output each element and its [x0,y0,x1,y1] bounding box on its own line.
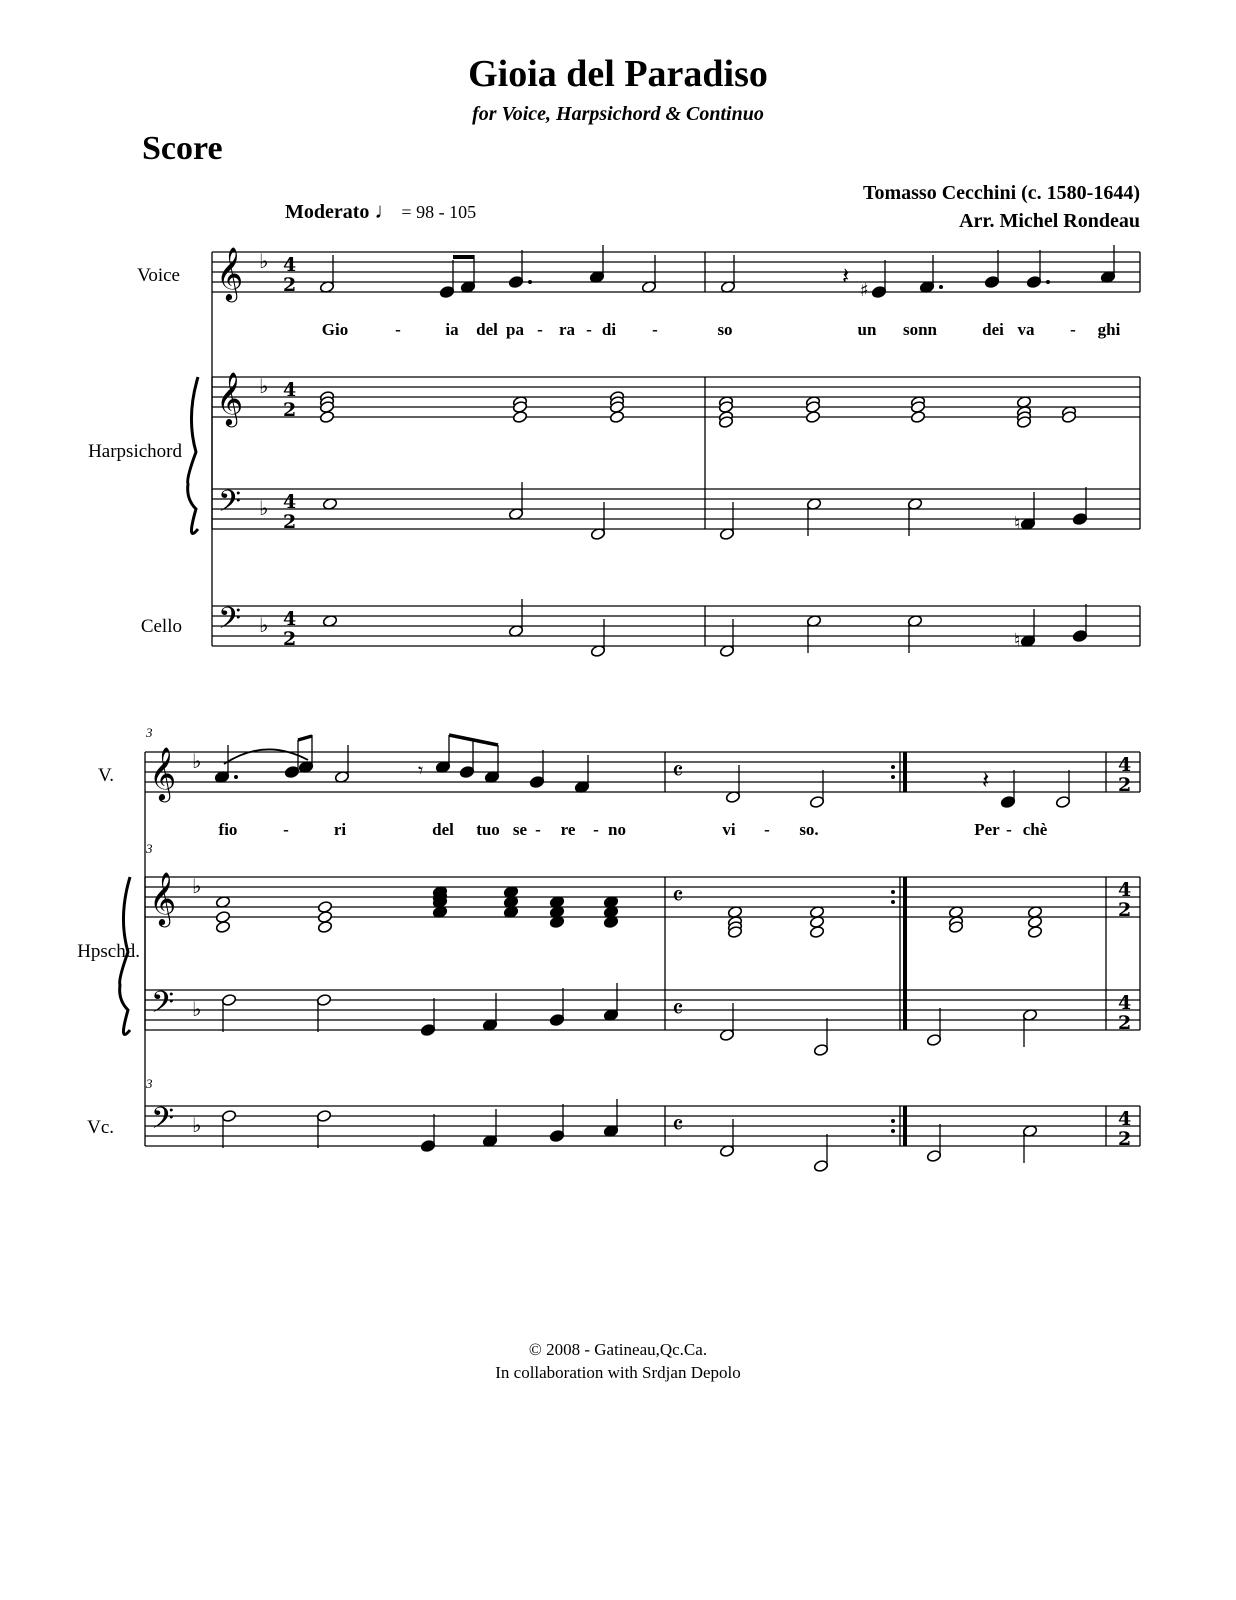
music-glyph: 𝄴 [672,882,684,912]
instrument-label-voice-short: V. [97,765,114,786]
lyric-syllable: dei [982,320,1004,339]
music-glyph: 4 [1118,992,1132,1014]
music-glyph: 2 [283,274,297,296]
lyric-syllable: pa [506,320,524,339]
lyric-hyphen: - [283,820,289,839]
repeat-dot [891,890,895,894]
lyric-syllable: ra [558,320,576,339]
music-glyph: 𝄢 [151,1102,175,1143]
measure-number: 3 [146,841,153,856]
lyric-syllable: ghi [1097,320,1121,339]
music-glyph: 𝄴 [672,757,684,787]
lyric-syllable: fio [218,820,238,839]
lyric-syllable: sonn [902,320,938,339]
music-glyph: 2 [283,628,297,650]
music-glyph: 4 [1118,754,1132,776]
lyric-hyphen: - [1070,320,1076,339]
tempo-bpm: = 98 - 105 [401,202,477,222]
score-subtitle: for Voice, Harpsichord & Continuo [472,103,764,125]
lyric-hyphen: - [395,320,401,339]
music-glyph: 2 [283,511,297,533]
lyric-syllable: se [512,820,528,839]
lyric-syllable: vi [722,820,736,839]
note-head [805,410,820,423]
music-glyph: ♭ [192,997,202,1021]
lyric-syllable: di [601,320,617,339]
repeat-dot [891,1129,895,1133]
music-glyph: ♭ [259,496,269,520]
brace [188,377,198,534]
music-glyph: ♮ [1014,630,1021,651]
lyric-hyphen: - [586,320,592,339]
lyric-syllable: chè [1022,820,1048,839]
music-glyph: 𝄢 [218,485,242,526]
music-glyph: ♯ [860,280,869,301]
dot [939,285,943,289]
brace [120,877,130,1035]
lyric-syllable: ri [333,820,347,839]
lyric-syllable: so. [799,820,819,839]
lyric-syllable: no [608,820,626,839]
music-glyph: 4 [283,491,297,513]
lyric-syllable: ia [445,320,459,339]
lyric-hyphen: - [1006,820,1012,839]
music-glyph: 𝄞 [216,371,244,425]
lyric-syllable: un [857,320,877,339]
music-glyph: 4 [283,379,297,401]
music-glyph: ♮ [1014,513,1021,534]
note-head [1027,925,1042,938]
quarter-note-icon: ♩ [374,198,397,223]
arranger-credit: Arr. Michel Rondeau [959,210,1140,232]
music-glyph: ♭ [259,249,269,273]
lyric-syllable: so [717,320,733,339]
music-glyph: 4 [1118,1108,1132,1130]
repeat-dot [891,775,895,779]
lyric-syllable: del [476,320,498,339]
note-head [215,920,230,933]
repeat-dot [891,900,895,904]
music-glyph: 𝄞 [149,746,177,800]
music-glyph: 4 [1118,879,1132,901]
lyric-syllable: del [432,820,454,839]
music-glyph: 𝄞 [149,871,177,925]
score-label: Score [142,130,223,167]
note-head [317,920,332,933]
tempo-word: Moderato [285,201,370,223]
instrument-label-cello: Cello [140,616,182,637]
measure-number: 3 [146,1076,153,1091]
music-glyph: 𝄢 [151,986,175,1027]
music-glyph: ♭ [259,374,269,398]
lyric-hyphen: - [652,320,658,339]
music-glyph: 𝄞 [216,246,244,300]
score-title: Gioia del Paradiso [468,53,768,95]
lyric-hyphen: - [593,820,599,839]
music-glyph: 4 [283,254,297,276]
repeat-dot [891,1119,895,1123]
music-glyph: 𝄴 [672,1111,684,1141]
music-glyph: 4 [283,608,297,630]
lyric-hyphen: - [535,820,541,839]
instrument-label-voice: Voice [137,265,180,286]
measure-number: 3 [146,725,153,740]
music-glyph: ♭ [192,874,202,898]
dot [234,775,238,779]
collaboration-line: In collaboration with Srdjan Depolo [495,1363,741,1382]
music-glyph: 2 [1118,774,1132,796]
dot [528,280,532,284]
music-glyph: 2 [1118,1128,1132,1150]
music-glyph: 𝄢 [218,602,242,643]
music-glyph: 2 [1118,899,1132,921]
repeat-dot [891,765,895,769]
lyric-hyphen: - [764,820,770,839]
instrument-label-cello-short: Vc. [87,1117,114,1138]
music-glyph: ♭ [259,613,269,637]
music-glyph: 2 [1118,1012,1132,1034]
lyric-syllable: Gio [321,320,349,339]
note-head [512,410,527,423]
beam [298,736,312,740]
dot [1046,280,1050,284]
note-head [809,925,824,938]
music-glyph: 2 [283,399,297,421]
lyric-syllable: re [560,820,576,839]
music-glyph: 𝄽 [842,262,850,290]
music-glyph: ♭ [192,749,202,773]
music-glyph: 𝄴 [672,995,684,1025]
notation-marks [120,245,1140,1173]
lyric-syllable: Per [974,820,1000,839]
lyric-syllable: va [1017,320,1035,339]
note-head [319,410,334,423]
music-glyph: 𝄽 [982,766,990,794]
note-head [910,410,925,423]
lyric-hyphen: - [537,320,543,339]
copyright-line: © 2008 - Gatineau,Qc.Ca. [528,1340,708,1359]
lyric-syllable: tuo [476,820,500,839]
instrument-label-harpsichord-short: Hpschd. [77,941,140,962]
instrument-label-harpsichord: Harpsichord [88,441,182,462]
composer-credit: Tomasso Cecchini (c. 1580-1644) [862,182,1140,204]
note-head [609,410,624,423]
music-glyph: 𝄾 [418,758,424,782]
music-glyph: ♭ [192,1113,202,1137]
